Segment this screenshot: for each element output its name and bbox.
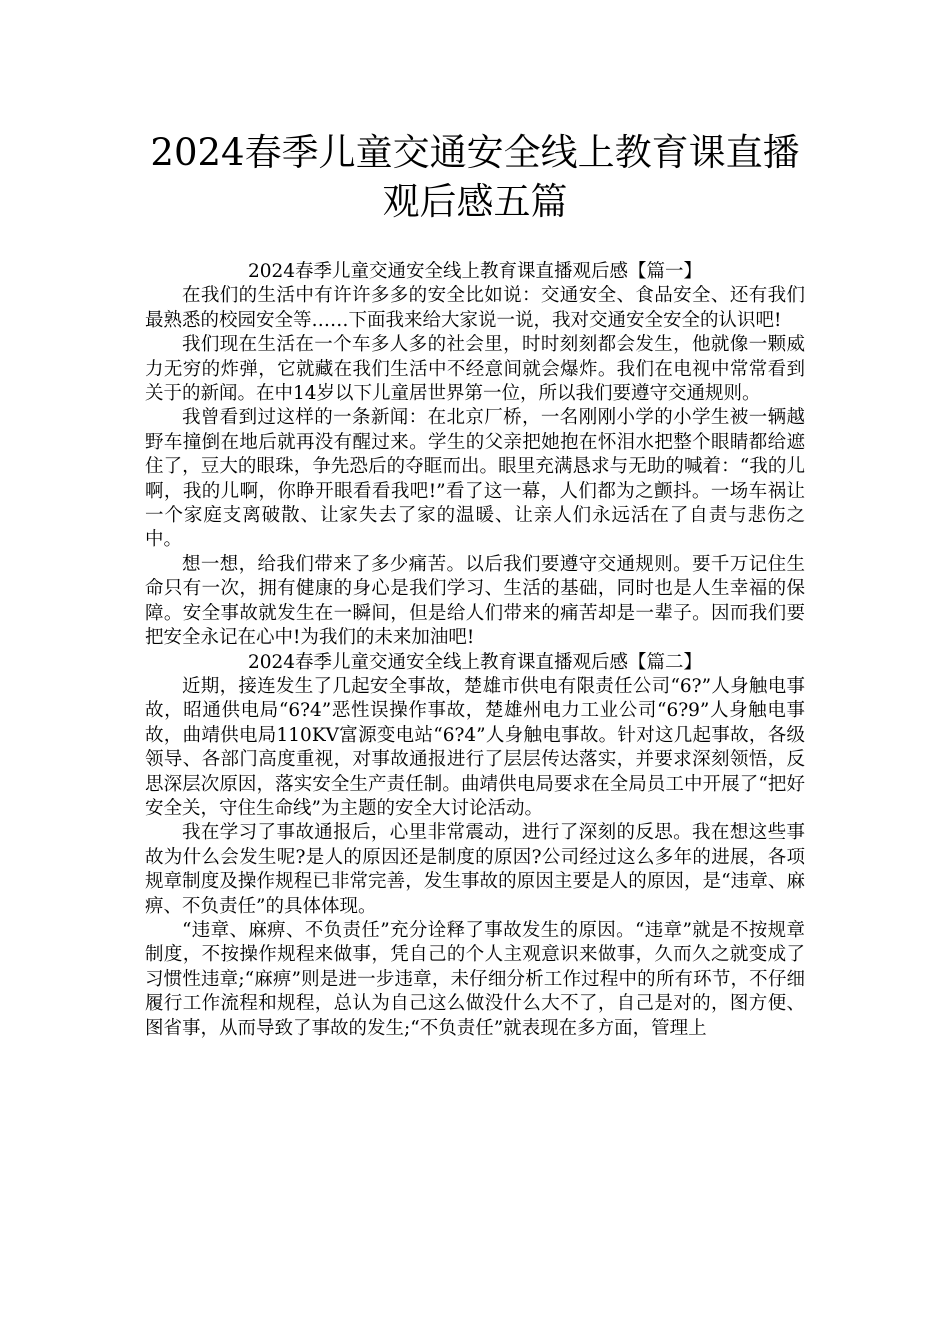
section-heading: 2024春季儿童交通安全线上教育课直播观后感【篇二】 (247, 651, 703, 673)
paragraph: “违章、麻痹、不负责任”充分诠释了事故发生的原因。“违章”就是不按规章制度，不按操作规程来做事，凭自己的个人主观意识来做事，久而久之就变成了习惯性违章;“麻痹”则是进一步违章，未仔细分析工作过程中的所有环节，不仔细履行工作流程和规程，总认为自己这么做没什么大不了，自己是对的，图方便、图省事，从而导致了事故的发生;“不负责任”就表现在多方面，管理上 (145, 919, 805, 1039)
paragraph: 我曾看到过这样的一条新闻：在北京厂桥，一名刚刚小学的小学生被一辆越野车撞倒在地后就再没有醒过来。学生的父亲把她抱在怀泪水把整个眼睛都给遮住了，豆大的眼珠，争先恐后的夺眶而出。眼里充满恳求与无助的喊着：“我的儿啊，我的儿啊，你睁开眼看看我吧!”看了这一幕，人们都为之颤抖。一场车祸让一个家庭支离破散、让家失去了家的温暖、让亲人们永远活在了自责与悲伤之中。 (145, 407, 805, 551)
paragraph: 想一想，给我们带来了多少痛苦。以后我们要遵守交通规则。要千万记住生命只有一次，拥有健康的身心是我们学习、生活的基础，同时也是人生幸福的保障。安全事故就发生在一瞬间，但是给人们带来的痛苦却是一辈子。因而我们要把安全永记在心中!为我们的未来加油吧! (145, 553, 805, 649)
section-heading: 2024春季儿童交通安全线上教育课直播观后感【篇一】 (247, 261, 703, 282)
paragraph: 我们现在生活在一个车多人多的社会里，时时刻刻都会发生，他就像一颗威力无穷的炸弹，它就藏在我们生活中不经意间就会爆炸。我们在电视中常常看到关于的新闻。在中14岁以下儿童居世界第一位，所以我们要遵守交通规则。 (145, 334, 805, 405)
paragraph: 近期，接连发生了几起安全事故，楚雄市供电有限责任公司“6?”人身触电事故，昭通供电局“6?4”恶性误操作事故，楚雄州电力工业公司“6?9”人身触电事故，曲靖供电局110KV富源变电站“6?4”人身触电事故。针对这几起事故，各级领导、各部门高度重视，对事故通报进行了层层传达落实，并要求深刻领悟，反思深层次原因，落实安全生产责任制。曲靖供电局要求在全局员工中开展了“把好安全关，守住生命线”为主题的安全大讨论活动。 (145, 675, 805, 819)
document-title: 2024春季儿童交通安全线上教育课直播观后感五篇 (150, 131, 800, 223)
document-page (145, 128, 805, 1041)
section-1 (145, 260, 805, 651)
section-2 (145, 651, 805, 1042)
paragraph: 我在学习了事故通报后，心里非常震动，进行了深刻的反思。我在想这些事故为什么会发生呢?是人的原因还是制度的原因?公司经过这么多年的进展，各项规章制度及操作规程已非常完善，发生事故的原因主要是人的原因，是“违章、麻痹、不负责任”的具体体现。 (145, 822, 805, 917)
paragraph: 在我们的生活中有许许多多的安全比如说：交通安全、食品安全、还有我们最熟悉的校园安全等……下面我来给大家说一说，我对交通安全安全的认识吧! (145, 285, 805, 331)
